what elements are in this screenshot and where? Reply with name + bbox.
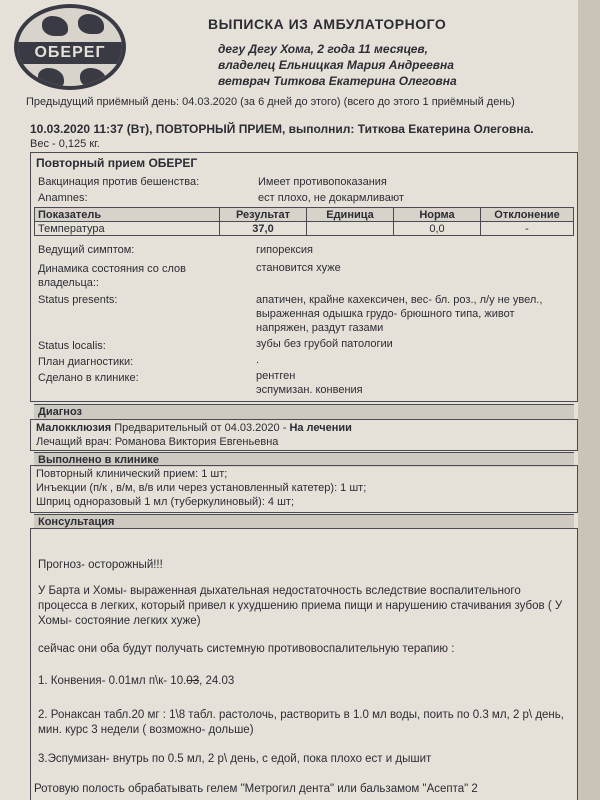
- diagnosis-prelim: Предварительный от 04.03.2020 -: [111, 422, 290, 434]
- consult-paragraph: процесса в легких, который привел к ухудшению приема пищи и нарушению стачивания зубов ( У: [38, 600, 563, 612]
- vaccination-label: Вакцинация против бешенства:: [38, 176, 200, 188]
- table-cell: Температура: [35, 222, 220, 236]
- consult-paragraph: сейчас они оба будут получать системную противовоспалительную терапию :: [38, 643, 455, 655]
- diagnosis-name: Малокклюзия: [36, 422, 112, 434]
- table-cell: -: [481, 222, 574, 236]
- performed-item: Инъекции (п/к , в/м, в/в или через установленный катетер): 1 шт;: [36, 482, 367, 494]
- field-label: План диагностики:: [38, 356, 134, 368]
- field-label: Сделано в клинике:: [38, 372, 139, 384]
- indicators-table: [34, 207, 574, 236]
- vet-line: ветврач Титкова Екатерина Олеговна: [218, 74, 457, 88]
- consult-item-2: мин. курс 3 недели ( возможно- дольше): [38, 724, 254, 736]
- visit-line: 10.03.2020 11:37 (Вт), ПОВТОРНЫЙ ПРИЕМ, выполнил: Титкова Екатерина Олеговна.: [30, 122, 534, 136]
- field-value: выраженная одышка грудо- брюшного типа, живот: [256, 308, 515, 320]
- prognosis: Прогноз- осторожный!!!: [38, 559, 163, 571]
- field-value: напряжен, раздут газами: [256, 322, 384, 334]
- patient-line: дегу Дегу Хома, 2 года 11 месяцев,: [218, 42, 428, 56]
- table-header-cell: Единица: [307, 208, 394, 222]
- field-label: Ведущий симптом:: [38, 244, 135, 256]
- reception-heading: Повторный прием ОБЕРЕГ: [36, 156, 198, 170]
- table-cell: 37,0: [220, 222, 307, 236]
- anamnes-label: Anamnes:: [38, 192, 88, 204]
- field-value: эспумизан. конвения: [256, 384, 363, 396]
- diagnosis-heading: Диагноз: [34, 404, 574, 419]
- consult-item-1: [38, 674, 568, 689]
- logo-animal-icon: [38, 68, 64, 88]
- table-header-cell: Норма: [394, 208, 481, 222]
- table-header-cell: Показатель: [35, 208, 220, 222]
- field-value: гипорексия: [256, 244, 314, 256]
- table-header-cell: Отклонение: [481, 208, 574, 222]
- field-value: рентген: [256, 370, 296, 382]
- field-label: Status localis:: [38, 340, 106, 352]
- field-value: .: [256, 354, 260, 366]
- consult-item-3: 3.Эспумизан- внутрь по 0.5 мл, 2 р\ день, с едой, пока плохо ест и дышит: [38, 753, 432, 765]
- anamnes-value: ест плохо, не докармливают: [258, 192, 404, 204]
- crossed-out-text: 03: [186, 675, 200, 687]
- field-label: Status presents:: [38, 294, 118, 306]
- logo-text: ОБЕРЕГ: [34, 44, 106, 61]
- page-edge: [578, 0, 600, 800]
- performed-item: Шприц одноразовый 1 мл (туберкулиновый): 4 шт;: [36, 496, 295, 508]
- consult-paragraph: У Барта и Хомы- выраженная дыхательная недостаточность вследствие воспалительного: [38, 585, 521, 597]
- previous-visit: Предыдущий приёмный день: 04.03.2020 (за 6 дней до этого) (всего до этого 1 приёмный день): [26, 96, 515, 108]
- logo-animal-icon: [80, 68, 106, 88]
- consult-item-4: Ротовую полость обрабатывать гелем "Метрогил дента" или бальзамом "Асепта" 2: [34, 783, 478, 795]
- consult-item-1-dates: , 24.03: [199, 675, 235, 687]
- weight: Вес - 0,125 кг.: [30, 138, 100, 150]
- diagnosis-status: На лечении: [289, 422, 352, 434]
- logo-animal-icon: [78, 14, 104, 34]
- field-value: становится хуже: [256, 262, 341, 274]
- logo-animal-icon: [42, 16, 68, 36]
- table-cell: [307, 222, 394, 236]
- vaccination-value: Имеет противопоказания: [258, 176, 387, 188]
- consult-item-1-text: 1. Конвения- 0.01мл п\к- 10.: [38, 675, 187, 687]
- table-header-cell: Результат: [220, 208, 307, 222]
- consult-paragraph: Хомы- состояние легких хуже): [38, 615, 201, 627]
- performed-item: Повторный клинический прием: 1 шт;: [36, 468, 228, 480]
- attending-doctor: Лечащий врач: Романова Виктория Евгеньевна: [36, 436, 279, 448]
- owner-line: владелец Ельницкая Мария Андреевна: [218, 58, 454, 72]
- field-value: зубы без грубой патологии: [256, 338, 393, 350]
- diagnosis-line: [36, 422, 352, 434]
- table-row: [35, 222, 574, 236]
- clinic-logo: [14, 4, 126, 90]
- field-label: Динамика состояния со слов владельца::: [38, 263, 186, 289]
- consult-item-2: 2. Ронаксан табл.20 мг : 1\8 табл. растолочь, растворить в 1.0 мл воды, поить по 0.3 мл, 2 р\ день,: [38, 709, 564, 721]
- table-cell: 0,0: [394, 222, 481, 236]
- performed-heading: Выполнено в клинике: [34, 452, 574, 467]
- consultation-heading: Консультация: [34, 514, 574, 529]
- table-header-row: [35, 208, 574, 222]
- field-value: апатичен, крайне кахексичен, вес- бл. роз., л/у не увел.,: [256, 294, 543, 306]
- document-title: ВЫПИСКА ИЗ АМБУЛАТОРНОГО: [208, 16, 447, 32]
